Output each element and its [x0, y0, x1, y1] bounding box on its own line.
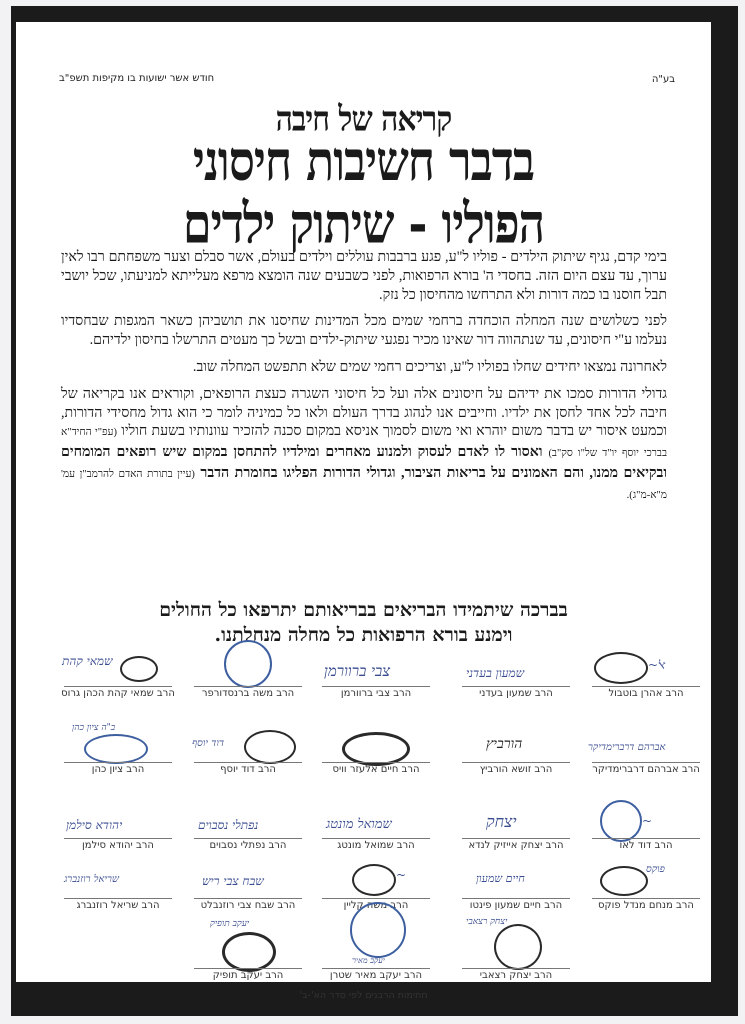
paragraph-2: לפני כשלושים שנה המחלה הוכחדה ברחמי שמים מכל המדינות שחיסנו את תושביהן כשאר המגפות שבחסדיו נעלמו ע"י חיסונים, עד שנתהווה דור שאינו מכיר נפגעי שיתוק-ילדים ובשל כך מעטים התרשלו בחיסון ילדיהם. — [61, 313, 667, 349]
signature: הורביץ הרב זושא הורביץ — [456, 722, 576, 778]
body-text — [61, 248, 667, 514]
signature: יעקב מאיר הרב יעקב מאיר שטרן — [316, 928, 436, 984]
stamp-icon — [594, 652, 648, 684]
title-line-1: בדבר חשיבות חיסוני — [192, 128, 535, 194]
page-title — [16, 130, 711, 255]
blessing-line-2: וימנע בורא הרפואות כל מחלה מנחלתנו. — [214, 624, 513, 646]
paragraph-4 — [61, 385, 667, 506]
signature: שמאי קהת הרב שמאי קהת הכהן גרוס — [58, 646, 178, 702]
signatory-name: הרב דוד לאו — [619, 840, 673, 851]
blessing-line-1: בברכה שיתמידו הבריאים בבריאותם יתרפאו כל החולים — [159, 599, 568, 621]
signatory-name: הרב חיים שמעון פינטו — [469, 900, 563, 911]
signatory-name: הרב זושא הורביץ — [479, 764, 553, 775]
signatory-name: הרב שמואל מונטג — [337, 840, 415, 851]
signature: חיים שמעון הרב חיים שמעון פינטו — [456, 858, 576, 914]
signature: שמעון בעדני הרב שמעון בעדני — [456, 646, 576, 702]
header-bsd: בע"ה — [651, 74, 675, 85]
paragraph-3: לאחרונה נמצאו יחידים שחלו בפוליו ל"ע, וצריכים רחמי שמים שלא תתפשט המחלה שוב. — [192, 358, 667, 375]
stamp-icon — [244, 730, 296, 764]
signature: דוד יוסף הרב דוד יוסף — [188, 722, 308, 778]
signature: שבח צבי ריש הרב שבח צבי רוזנבלט — [188, 858, 308, 914]
signatory-name: הרב משה קליין — [343, 900, 409, 911]
stamp-icon — [600, 800, 642, 842]
title-line-2: הפוליו - שיתוק ילדים — [182, 190, 545, 256]
stamp-icon — [350, 902, 406, 958]
paragraph-4-bold: ואסור לו לאדם לעסוק ולמנוע מאחרים ומילדיו להתחסן במקום שיש רופאים המומחים ובקיאים ממנו, והם האמונים על בריאות הציבור, וגדולי הדורות הפליגו בחומרת הדבר — [61, 444, 667, 481]
signature — [316, 722, 436, 778]
signature: ~ הרב דוד לאו — [586, 798, 706, 854]
signatory-name: הרב שמאי קהת הכהן גרוס — [61, 688, 175, 699]
stamp-icon — [342, 732, 410, 766]
signature: ﭏ~ הרב אהרן בוטבול — [586, 646, 706, 702]
citation-2: (עיין בתורת האדם להרמב"ן עמ' מ"א-מ"ג). — [61, 468, 667, 501]
stamp-icon — [120, 656, 158, 682]
signature: שריאל רוזנברג הרב שריאל רוזנברג — [58, 858, 178, 914]
stamp-icon — [222, 932, 276, 972]
signatory-name: הרב משה ברנסדורפר — [201, 688, 295, 699]
stamp-icon — [84, 734, 148, 764]
stamp-icon — [352, 864, 396, 896]
signatory-name: הרב יהודא סילמן — [82, 840, 154, 851]
paragraph-1: בימי קדם, נגיף שיתוק הילדים - פוליו ל"ע, פגע ברבבות עוללים וילדים בעולם, אשר סבלם וצער משפחתם רבו לאין ערוך, עד עצם היום הזה. בחסדי ה' בורא הרפואות, לפני כשבעים שנה הומצא מרפא מעלייתא למניעתו, שכל יושבי תבל חוסנו בו כמה דורות ולא התרחשו מהחיסון כל נזק. — [61, 249, 667, 303]
signatory-name: הרב חיים אלעזר וויס — [332, 764, 420, 775]
signatory-name: הרב שבח צבי רוזנבלט — [200, 900, 296, 911]
signature: ~ הרב משה קליין — [316, 858, 436, 914]
signatory-name: הרב שריאל רוזנברג — [76, 900, 160, 911]
signatory-name: הרב אברהם דרברימדיקר — [592, 764, 700, 775]
document-page — [16, 22, 711, 1001]
signature: נפתלי נסבוים הרב נפתלי נסבוים — [188, 798, 308, 854]
signatory-name: הרב שמעון בעדני — [479, 688, 553, 699]
signature: יצחק הרב יצחק אייזיק לנדא — [456, 798, 576, 854]
signature: יצחק רצאבי הרב יצחק רצאבי — [456, 928, 576, 984]
signature: שמואל מונטג הרב שמואל מונטג — [316, 798, 436, 854]
signatory-name: הרב ציון כהן — [91, 764, 145, 775]
signature: ב"ה ציון כהן הרב ציון כהן — [58, 722, 178, 778]
signatory-name: הרב מנחם מנדל פוקס — [598, 900, 694, 911]
kicker-heading: קריאה של חיבה — [275, 99, 452, 140]
signatory-name: הרב אהרן בוטבול — [608, 688, 684, 699]
paragraph-4-text: גדולי הדורות סמכו את ידיהם על חיסונים אלה ועל כל חיסוני השגרה כעצת הרופאים, וקוראים אנו בקריאה של חיבה לכל אחד לחסן את ילדיו. וחייבים אנו לנהוג בדרך העולם ולאו כל כמיניה לומר כי הוא גדול מחסידי הדורות, וכמעט איסור יש בדבר משום יוהרא ואי משום לסמוך אניסא במקום סכנה להזכיר עוונותיו בשעת חוליו — [61, 385, 668, 440]
signatory-name: הרב דוד יוסף — [220, 764, 276, 775]
signature: יהודא סילמן הרב יהודא סילמן — [58, 798, 178, 854]
citation-1: (עפ"י החיד"א בברכי יוסף יו"ד של"ו סק"ב) — [61, 427, 668, 460]
signatory-name: הרב יעקב תופיק — [212, 970, 284, 981]
signatory-name: הרב יצחק רצאבי — [479, 970, 553, 981]
signature: אברהם דרברימדיקר הרב אברהם דרברימדיקר — [586, 722, 706, 778]
stamp-icon — [494, 924, 542, 970]
header-date: חודש אשר ישועות בו מקיפות תשפ"ב — [59, 73, 215, 84]
stamp-icon — [224, 640, 272, 688]
signature: צבי ברוורמן הרב צבי ברוורמן — [316, 646, 436, 702]
signature — [188, 646, 308, 702]
signature: יעקב תופיק הרב יעקב תופיק — [188, 928, 308, 984]
blessing — [16, 598, 711, 648]
signatory-name: הרב צבי ברוורמן — [340, 688, 412, 699]
signatory-name: הרב יצחק אייזיק לנדא — [468, 840, 564, 851]
signature: פוקס הרב מנחם מנדל פוקס — [586, 858, 706, 914]
signatory-name: הרב נפתלי נסבוים — [209, 840, 287, 851]
signatory-name: הרב יעקב מאיר שטרן — [329, 970, 423, 981]
stamp-icon — [600, 866, 648, 896]
footer-note: חתימות הרבנים לפי סדר הא'-ב' — [299, 990, 428, 1001]
